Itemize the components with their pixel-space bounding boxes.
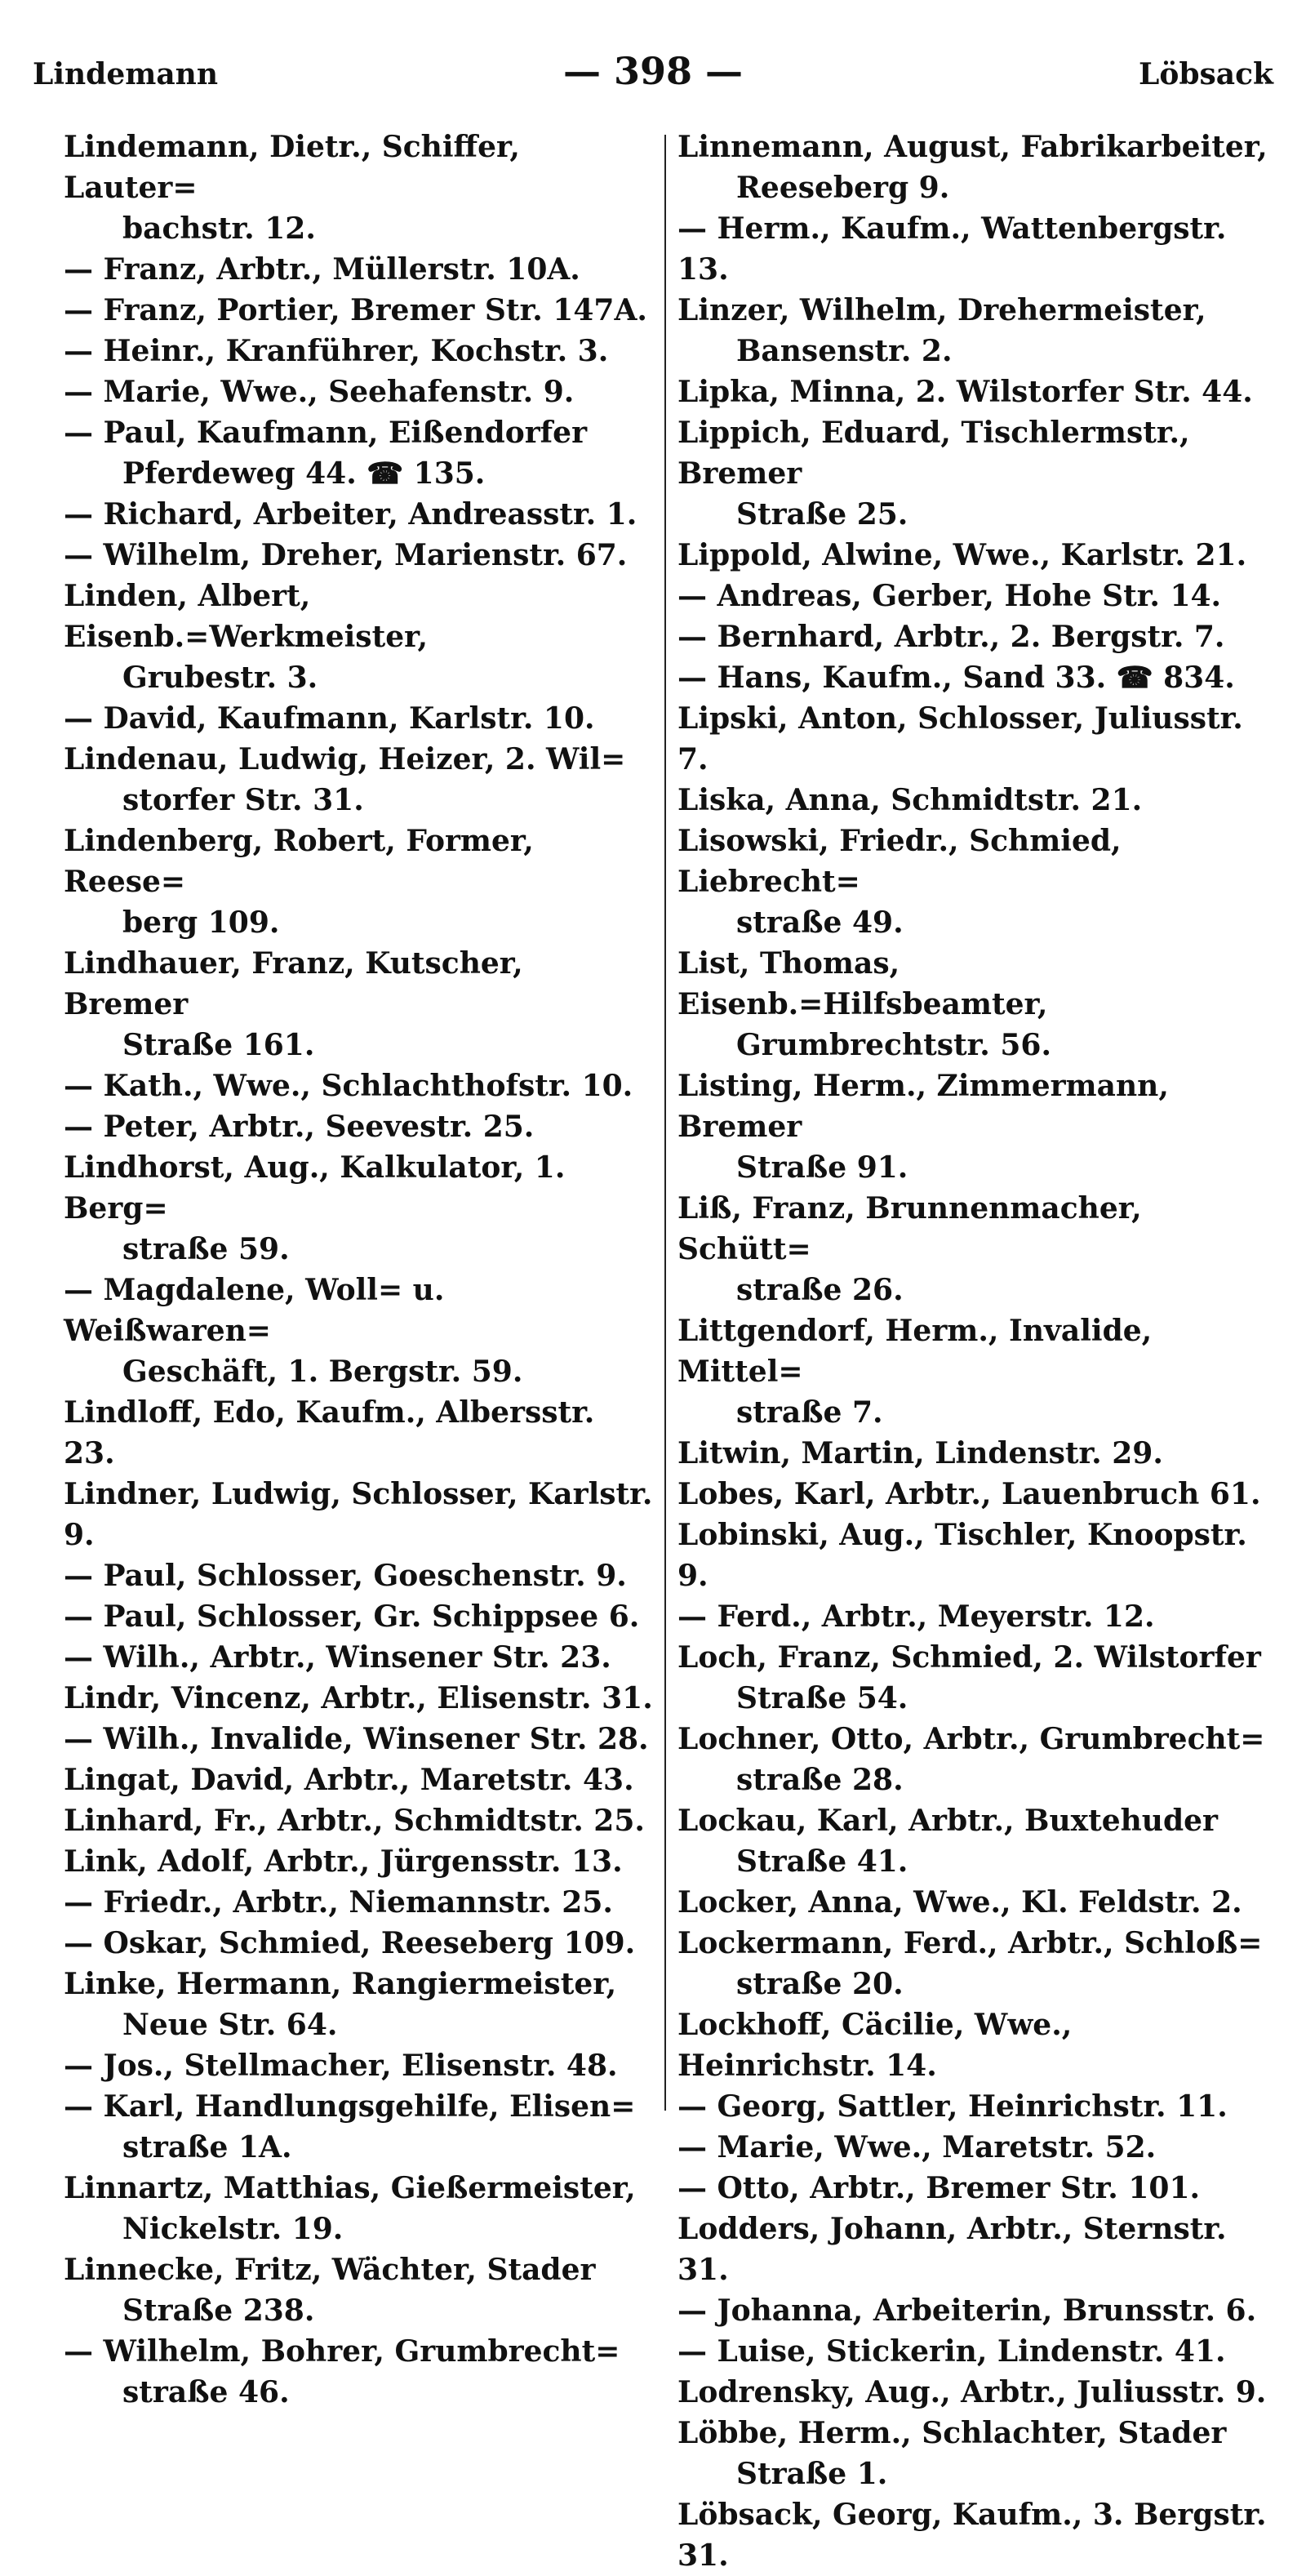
entry-line: Linhard, Fr., Arbtr., Schmidtstr. 25. <box>64 1804 645 1838</box>
header-left-catchword: Lindemann <box>33 57 219 91</box>
entry-line: — Andreas, Gerber, Hohe Str. 14. <box>677 579 1222 613</box>
directory-entry <box>64 1760 655 1800</box>
directory-entry <box>677 2290 1273 2331</box>
entry-line: Linnartz, Matthias, Gießermeister, <box>64 2171 636 2205</box>
directory-entry <box>64 1637 655 1678</box>
directory-entry <box>677 2004 1273 2086</box>
entry-line: Lindenberg, Robert, Former, Reese= <box>64 824 534 899</box>
directory-entry <box>677 576 1273 616</box>
directory-entry <box>64 290 655 331</box>
directory-entry <box>677 1474 1273 1515</box>
entry-line: — Paul, Schlosser, Goeschenstr. 9. <box>64 1559 627 1593</box>
directory-entry <box>64 2045 655 2086</box>
directory-entry <box>64 2331 655 2413</box>
directory-entry <box>677 2331 1273 2372</box>
entry-line: Lockau, Karl, Arbtr., Buxtehuder <box>677 1804 1219 1838</box>
directory-entry <box>677 127 1273 208</box>
entry-line: Lindenau, Ludwig, Heizer, 2. Wil= <box>64 742 626 776</box>
directory-entry <box>677 1310 1273 1433</box>
entry-continuation-line: Straße 161. <box>122 1028 315 1062</box>
directory-entry <box>64 1106 655 1147</box>
entry-line: Lisowski, Friedr., Schmied, Liebrecht= <box>677 824 1122 899</box>
entry-line: — Marie, Wwe., Seehafenstr. 9. <box>64 375 575 409</box>
entry-line: — Otto, Arbtr., Bremer Str. 101. <box>677 2171 1201 2205</box>
entry-line: Linke, Hermann, Rangiermeister, <box>64 1967 617 2001</box>
entry-line: Loch, Franz, Schmied, 2. Wilstorfer <box>677 1640 1261 1675</box>
directory-entry <box>64 127 655 249</box>
entry-line: Lipski, Anton, Schlosser, Juliusstr. 7. <box>677 701 1243 776</box>
entry-line: — Magdalene, Woll= u. Weißwaren= <box>64 1273 445 1348</box>
entry-line: — Marie, Wwe., Maretstr. 52. <box>677 2130 1157 2164</box>
entry-line: Lindemann, Dietr., Schiffer, Lauter= <box>64 130 520 205</box>
entry-continuation-line: berg 109. <box>122 905 280 940</box>
column-divider <box>664 135 666 2111</box>
directory-entry <box>64 371 655 412</box>
entry-line: Lockhoff, Cäcilie, Wwe., Heinrichstr. 14. <box>677 2008 1073 2083</box>
right-column <box>677 127 1273 2573</box>
directory-entry <box>64 1882 655 1923</box>
directory-entry <box>64 412 655 494</box>
entry-continuation-line: straße 28. <box>736 1763 904 1797</box>
entry-line: Lodrensky, Aug., Arbtr., Juliusstr. 9. <box>677 2375 1267 2409</box>
directory-entry <box>677 208 1273 290</box>
entry-line: Liska, Anna, Schmidtstr. 21. <box>677 783 1143 817</box>
entry-line: — Franz, Portier, Bremer Str. 147A. <box>64 293 647 327</box>
directory-entry <box>677 943 1273 1066</box>
entry-line: Lindhauer, Franz, Kutscher, Bremer <box>64 946 523 1021</box>
entry-line: Linnecke, Fritz, Wächter, Stader <box>64 2253 596 2287</box>
entry-continuation-line: Neue Str. 64. <box>122 2008 338 2042</box>
entry-continuation-line: Straße 1. <box>736 2457 888 2491</box>
entry-line: — Richard, Arbeiter, Andreasstr. 1. <box>64 497 637 532</box>
entry-line: Lockermann, Ferd., Arbtr., Schloß= <box>677 1926 1263 1960</box>
directory-entry <box>677 657 1273 698</box>
entry-continuation-line: Reeseberg 9. <box>736 171 950 205</box>
entry-continuation-line: Straße 25. <box>736 497 908 532</box>
entry-continuation-line: Straße 91. <box>736 1150 908 1185</box>
directory-entry <box>677 2168 1273 2209</box>
directory-entry <box>64 1964 655 2045</box>
directory-entry <box>64 1923 655 1964</box>
entry-line: — Wilh., Invalide, Winsener Str. 28. <box>64 1722 649 1756</box>
entry-continuation-line: straße 46. <box>122 2375 290 2409</box>
directory-entry <box>677 1515 1273 1596</box>
entry-line: — Johanna, Arbeiterin, Brunsstr. 6. <box>677 2293 1257 2328</box>
entry-line: Lindr, Vincenz, Arbtr., Elisenstr. 31. <box>64 1681 653 1715</box>
entry-line: — David, Kaufmann, Karlstr. 10. <box>64 701 595 736</box>
entry-line: — Bernhard, Arbtr., 2. Bergstr. 7. <box>677 620 1225 654</box>
directory-entry <box>677 1882 1273 1923</box>
directory-entry <box>677 412 1273 535</box>
entry-line: — Wilhelm, Bohrer, Grumbrecht= <box>64 2334 620 2369</box>
left-column <box>64 127 655 2409</box>
entry-continuation-line: straße 59. <box>122 1232 290 1266</box>
entry-continuation-line: straße 49. <box>736 905 904 940</box>
directory-entry <box>677 535 1273 576</box>
page-header <box>33 49 1273 98</box>
directory-entry <box>64 1800 655 1841</box>
directory-entry <box>677 1433 1273 1474</box>
directory-entry <box>64 739 655 821</box>
directory-entry <box>64 821 655 943</box>
entry-line: Linden, Albert, Eisenb.=Werkmeister, <box>64 579 428 654</box>
entry-continuation-line: Nickelstr. 19. <box>122 2212 344 2246</box>
directory-entry <box>677 616 1273 657</box>
directory-entry <box>677 1066 1273 1188</box>
directory-entry <box>677 1923 1273 2004</box>
entry-continuation-line: Grubestr. 3. <box>122 661 318 695</box>
entry-line: Litwin, Martin, Lindenstr. 29. <box>677 1436 1163 1470</box>
entry-line: Lippold, Alwine, Wwe., Karlstr. 21. <box>677 538 1247 572</box>
directory-entry <box>64 535 655 576</box>
entry-continuation-line: Geschäft, 1. Bergstr. 59. <box>122 1355 523 1389</box>
entry-line: — Wilhelm, Dreher, Marienstr. 67. <box>64 538 628 572</box>
entry-line: — Luise, Stickerin, Lindenstr. 41. <box>677 2334 1226 2369</box>
header-right-catchword: Löbsack <box>1139 57 1273 91</box>
directory-entry <box>677 2413 1273 2494</box>
entry-line: Linnemann, August, Fabrikarbeiter, <box>677 130 1268 164</box>
entry-line: Lindner, Ludwig, Schlosser, Karlstr. 9. <box>64 1477 653 1552</box>
entry-line: Lippich, Eduard, Tischlermstr., Bremer <box>677 416 1190 491</box>
directory-entry <box>64 576 655 698</box>
directory-entry <box>64 1719 655 1760</box>
directory-entry <box>64 2168 655 2249</box>
directory-entry <box>677 2209 1273 2290</box>
entry-line: Link, Adolf, Arbtr., Jürgensstr. 13. <box>64 1844 623 1879</box>
directory-entry <box>677 698 1273 780</box>
entry-line: Liß, Franz, Brunnenmacher, Schütt= <box>677 1191 1142 1266</box>
entry-line: List, Thomas, Eisenb.=Hilfsbeamter, <box>677 946 1048 1021</box>
entry-line: — Wilh., Arbtr., Winsener Str. 23. <box>64 1640 611 1675</box>
entry-line: — Herm., Kaufm., Wattenbergstr. 13. <box>677 211 1227 287</box>
entry-line: Locker, Anna, Wwe., Kl. Feldstr. 2. <box>677 1885 1242 1920</box>
entry-line: Löbbe, Herm., Schlachter, Stader <box>677 2416 1227 2450</box>
entry-continuation-line: Straße 41. <box>736 1844 908 1879</box>
directory-entry <box>677 2372 1273 2413</box>
entry-line: — Jos., Stellmacher, Elisenstr. 48. <box>64 2049 618 2083</box>
entry-line: Lodders, Johann, Arbtr., Sternstr. 31. <box>677 2212 1227 2287</box>
entry-continuation-line: Bansenstr. 2. <box>736 334 953 368</box>
entry-line: — Hans, Kaufm., Sand 33. ☎ 834. <box>677 661 1235 695</box>
entry-continuation-line: storfer Str. 31. <box>122 783 364 817</box>
directory-entry <box>677 1596 1273 1637</box>
directory-entry <box>64 494 655 535</box>
directory-entry <box>64 2086 655 2168</box>
directory-entry <box>64 249 655 290</box>
entry-line: Löbsack, Georg, Kaufm., 3. Bergstr. 31. <box>677 2498 1267 2573</box>
entry-line: Lingat, David, Arbtr., Maretstr. 43. <box>64 1763 634 1797</box>
entry-line: Lipka, Minna, 2. Wilstorfer Str. 44. <box>677 375 1253 409</box>
directory-entry <box>677 2086 1273 2127</box>
directory-entry <box>677 1800 1273 1882</box>
entry-line: — Karl, Handlungsgehilfe, Elisen= <box>64 2089 636 2124</box>
directory-entry <box>64 1555 655 1596</box>
directory-entry <box>677 2127 1273 2168</box>
entry-line: — Georg, Sattler, Heinrichstr. 11. <box>677 2089 1228 2124</box>
directory-entry <box>64 1270 655 1392</box>
entry-line: Listing, Herm., Zimmermann, Bremer <box>677 1069 1169 1144</box>
entry-continuation-line: Grumbrechtstr. 56. <box>736 1028 1051 1062</box>
entry-line: Lobinski, Aug., Tischler, Knoopstr. 9. <box>677 1518 1247 1593</box>
entry-continuation-line: straße 20. <box>736 1967 904 2001</box>
entry-line: Linzer, Wilhelm, Drehermeister, <box>677 293 1206 327</box>
entry-line: Lobes, Karl, Arbtr., Lauenbruch 61. <box>677 1477 1261 1511</box>
directory-entry <box>677 371 1273 412</box>
directory-entry <box>677 1637 1273 1719</box>
page-number: — 398 — <box>562 49 744 93</box>
entry-continuation-line: straße 7. <box>736 1395 883 1430</box>
directory-entry <box>64 331 655 371</box>
directory-entry <box>64 1392 655 1474</box>
directory-entry <box>64 1678 655 1719</box>
entry-continuation-line: Straße 238. <box>122 2293 315 2328</box>
directory-entry <box>677 1188 1273 1310</box>
entry-continuation-line: Pferdeweg 44. ☎ 135. <box>122 456 486 491</box>
entry-line: Lindhorst, Aug., Kalkulator, 1. Berg= <box>64 1150 566 1226</box>
entry-line: — Friedr., Arbtr., Niemannstr. 25. <box>64 1885 613 1920</box>
entry-line: Lindloff, Edo, Kaufm., Albersstr. 23. <box>64 1395 595 1470</box>
directory-columns <box>33 127 1273 2573</box>
directory-entry <box>64 698 655 739</box>
directory-entry <box>677 1719 1273 1800</box>
entry-line: — Paul, Schlosser, Gr. Schippsee 6. <box>64 1599 640 1634</box>
directory-entry <box>677 2494 1273 2576</box>
entry-line: — Franz, Arbtr., Müllerstr. 10A. <box>64 252 580 287</box>
directory-entry <box>64 1474 655 1555</box>
entry-line: — Heinr., Kranführer, Kochstr. 3. <box>64 334 609 368</box>
entry-continuation-line: Straße 54. <box>736 1681 908 1715</box>
entry-line: — Ferd., Arbtr., Meyerstr. 12. <box>677 1599 1155 1634</box>
entry-line: — Oskar, Schmied, Reeseberg 109. <box>64 1926 636 1960</box>
directory-entry <box>677 780 1273 821</box>
directory-entry <box>64 1841 655 1882</box>
directory-entry <box>677 290 1273 371</box>
entry-line: Littgendorf, Herm., Invalide, Mittel= <box>677 1314 1153 1389</box>
directory-entry <box>677 821 1273 943</box>
directory-entry <box>64 1147 655 1270</box>
directory-entry <box>64 943 655 1066</box>
directory-entry <box>64 1596 655 1637</box>
entry-line: — Kath., Wwe., Schlachthofstr. 10. <box>64 1069 633 1103</box>
entry-line: Lochner, Otto, Arbtr., Grumbrecht= <box>677 1722 1265 1756</box>
entry-continuation-line: straße 26. <box>736 1273 904 1307</box>
entry-line: — Paul, Kaufmann, Eißendorfer <box>64 416 588 450</box>
directory-entry <box>64 1066 655 1106</box>
entry-continuation-line: bachstr. 12. <box>122 211 316 246</box>
entry-line: — Peter, Arbtr., Seevestr. 25. <box>64 1110 535 1144</box>
entry-continuation-line: straße 1A. <box>122 2130 292 2164</box>
directory-entry <box>64 2249 655 2331</box>
